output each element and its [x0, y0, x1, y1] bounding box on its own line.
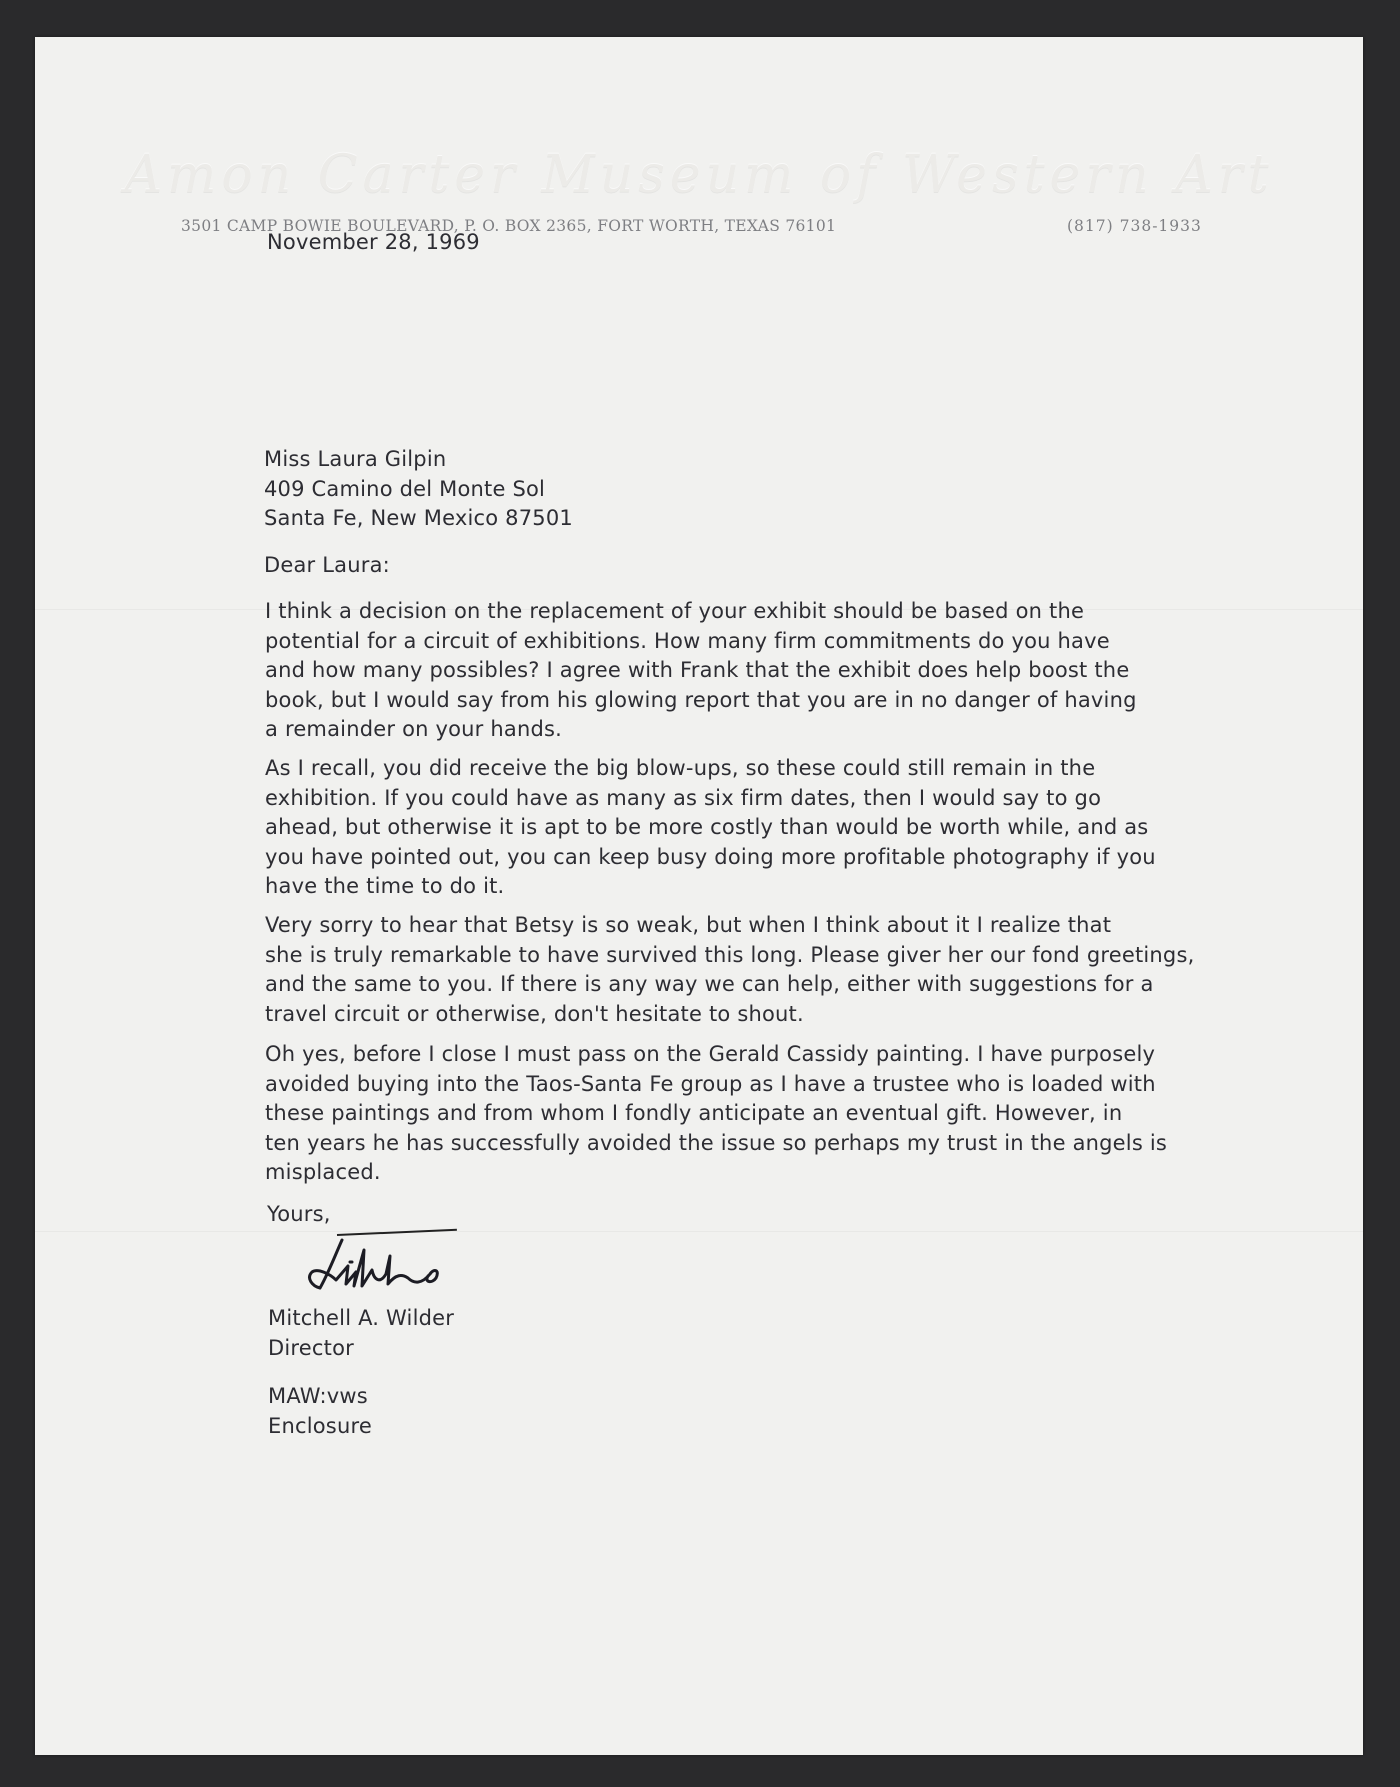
paragraph-line: misplaced. [265, 1160, 381, 1184]
enclosure-note: Enclosure [268, 1413, 372, 1438]
paragraph-line: and how many possibles? I agree with Frank that the exhibit does help boost the [265, 658, 1130, 682]
fold-line [35, 1231, 1363, 1232]
body-paragraph [265, 1040, 1167, 1188]
recipient-line: Santa Fe, New Mexico 87501 [264, 506, 573, 530]
signer-block [268, 1304, 454, 1363]
paragraph-line: book, but I would say from his glowing report that you are in no danger of having [265, 687, 1137, 712]
paragraph-line: ten years he has successfully avoided the issue so perhaps my trust in the angels is [265, 1130, 1168, 1155]
reference-initials: MAW:vws [268, 1384, 368, 1408]
paragraph-line: avoided buying into the Taos-Santa Fe group as I have a trustee who is loaded with [265, 1071, 1156, 1096]
closing: Yours, [267, 1202, 331, 1226]
paragraph-line: exhibition. If you could have as many as six firm dates, then I would say to go [265, 785, 1102, 810]
paragraph-line: and the same to you. If there is any way we can help, either with suggestions for a [265, 972, 1154, 996]
salutation: Dear Laura: [264, 553, 390, 577]
body-paragraph [265, 597, 1137, 745]
paragraph-line: you have pointed out, you can keep busy doing more profitable photography if you [265, 844, 1156, 869]
letterhead-address: 3501 CAMP BOWIE BOULEVARD, P. O. BOX 2365, FORT WORTH, TEXAS 76101 [181, 217, 837, 235]
letter-date: November 28, 1969 [267, 230, 480, 254]
signer-name: Mitchell A. Wilder [268, 1306, 455, 1330]
signer-title: Director [268, 1335, 354, 1360]
paragraph-line: have the time to do it. [265, 874, 505, 898]
letterhead-museum-name: Amon Carter Museum of Western Art [124, 145, 1274, 205]
paragraph-line: Oh yes, before I close I must pass on the Gerald Cassidy painting. I have purposely [265, 1042, 1156, 1066]
paragraph-line: ahead, but otherwise it is apt to be more costly than would be worth while, and as [265, 815, 1149, 839]
recipient-line: Miss Laura Gilpin [264, 447, 447, 471]
body-paragraph [265, 754, 1156, 902]
paragraph-line: these paintings and from whom I fondly anticipate an eventual gift. However, in [265, 1101, 1123, 1125]
reference-block [268, 1382, 372, 1441]
recipient-line: 409 Camino del Monte Sol [264, 476, 546, 501]
paragraph-line: a remainder on your hands. [265, 717, 563, 741]
paragraph-line: Very sorry to hear that Betsy is so weak, but when I think about it I realize that [265, 913, 1112, 937]
letterhead-phone: (817) 738-1933 [1067, 217, 1202, 235]
handwritten-signature [290, 1226, 470, 1306]
body-paragraph [265, 911, 1194, 1029]
paragraph-line: travel circuit or otherwise, don't hesitate to shout. [265, 1001, 804, 1026]
recipient-address [264, 445, 573, 534]
paragraph-line: I think a decision on the replacement of your exhibit should be based on the [265, 599, 1085, 623]
paragraph-line: she is truly remarkable to have survived this long. Please giver her our fond greetings, [265, 942, 1195, 967]
paragraph-line: As I recall, you did receive the big blow-ups, so these could still remain in the [265, 756, 1096, 780]
paragraph-line: potential for a circuit of exhibitions. How many firm commitments do you have [265, 628, 1110, 653]
